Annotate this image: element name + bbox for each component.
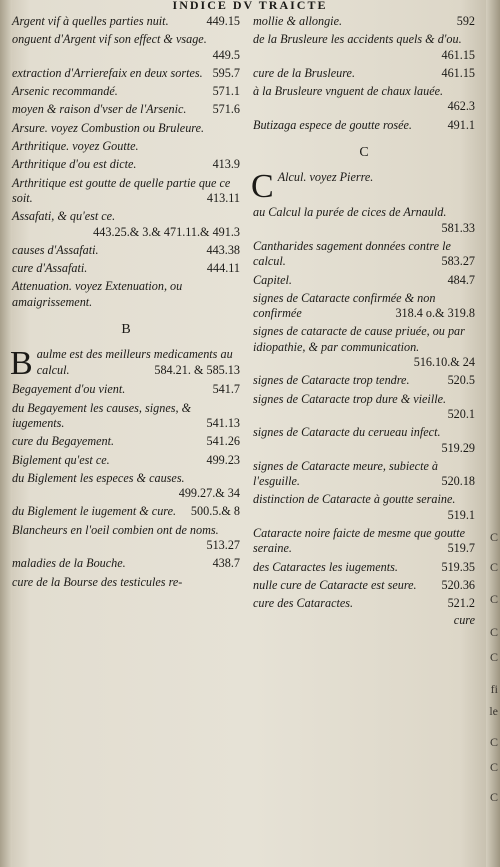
entry-page-ref: 541.13 xyxy=(206,415,240,430)
entry-text: de la Brusleure les accidents quels & d'ou. xyxy=(253,32,462,47)
entry-text: onguent d'Argent vif son effect & vsage. xyxy=(12,32,207,47)
entry-page-ref: 595.7 xyxy=(212,65,240,80)
facing-page-mark: C xyxy=(489,790,498,804)
facing-page-mark: le xyxy=(489,704,498,718)
index-entry xyxy=(253,205,475,236)
entry-text: Capitel. xyxy=(253,272,292,287)
facing-page-mark: C xyxy=(489,760,498,774)
index-entry xyxy=(253,291,475,322)
entry-page-ref: 521.2 xyxy=(447,596,475,611)
entry-text: Arthritique est goutte de quelle partie que ce soit. xyxy=(12,175,231,205)
entry-text: Arthritique. voyez Goutte. xyxy=(12,139,139,154)
entry-page-ref: 444.11 xyxy=(206,261,240,276)
entry-text: Begayement d'ou vient. xyxy=(12,382,126,397)
index-entry xyxy=(12,382,240,397)
index-entry xyxy=(12,157,240,172)
index-entry xyxy=(253,324,475,370)
entry-text: Argent vif à quelles parties nuit. xyxy=(12,14,169,28)
entry-page-ref: 513.27 xyxy=(206,538,240,553)
entry-page-ref: 499.27.& 34 xyxy=(178,486,240,501)
dropcap-entry-b xyxy=(12,347,240,593)
index-entry xyxy=(12,84,240,99)
index-entry xyxy=(253,373,475,388)
index-entry xyxy=(12,523,240,554)
index-entry xyxy=(253,425,475,456)
index-entry xyxy=(253,118,475,133)
entry-page-ref: 491.1 xyxy=(447,117,475,132)
entry-page-ref: 519.35 xyxy=(441,559,475,574)
index-entry xyxy=(12,32,240,63)
index-entry xyxy=(12,575,240,590)
entry-text: signes de Cataracte meure, subiecte à l'esguille. xyxy=(253,458,439,489)
index-entry xyxy=(253,596,475,611)
left-entries-a xyxy=(12,14,240,310)
index-entry xyxy=(253,84,475,115)
index-entry xyxy=(12,401,240,432)
entry-page-ref: 438.7 xyxy=(212,556,240,571)
entry-text: mollie & allongie. xyxy=(253,14,343,28)
entry-page-ref: 581.33 xyxy=(441,220,475,235)
index-entry xyxy=(253,459,475,490)
entry-text: Blancheurs en l'oeil combien ont de noms. xyxy=(12,522,219,537)
entry-text: signes de Cataracte trop dure & vieille. xyxy=(253,391,447,406)
entry-text: du Begayement les causes, signes, & iugements. xyxy=(12,400,192,430)
entry-text: cure de la Brusleure. xyxy=(253,65,355,80)
entry-text: au Calcul la purée de cices de Arnauld. xyxy=(253,205,447,220)
entry-text: Cantharides sagement données contre le calcul. xyxy=(253,238,451,269)
entry-text: cure d'Assafati. xyxy=(12,261,88,276)
index-entry xyxy=(253,32,475,63)
entry-page-ref: 443.38 xyxy=(206,242,240,257)
entry-page-ref: 592 xyxy=(456,14,475,28)
index-entry xyxy=(12,209,240,240)
entry-page-ref: 520.5 xyxy=(447,373,475,388)
index-entry xyxy=(12,471,240,502)
entry-page-ref: 499.23 xyxy=(206,452,240,467)
index-entry xyxy=(12,504,240,519)
entry-text: nulle cure de Cataracte est seure. xyxy=(253,577,417,592)
entry-page-ref: 461.15 xyxy=(441,47,475,62)
entry-text: Cataracte noire faicte de mesme que goutte seraine. xyxy=(253,526,466,556)
entry-page-ref: 519.29 xyxy=(441,440,475,455)
index-entry xyxy=(253,66,475,81)
index-entry xyxy=(12,556,240,571)
entry-text: du Biglement le iugement & cure. xyxy=(12,504,177,519)
entry-text: Attenuation. voyez Extenuation, ou amaigrissement. xyxy=(12,279,183,309)
index-entry xyxy=(253,560,475,575)
entry-text: signes de Cataracte trop tendre. xyxy=(253,373,410,388)
index-entry xyxy=(251,168,475,206)
entry-text: Arsenic recommandé. xyxy=(12,84,118,99)
index-entry xyxy=(253,239,475,270)
page-gutter-shadow xyxy=(0,0,12,867)
entry-text: maladies de la Bouche. xyxy=(12,556,126,571)
entry-page-ref: 519.7 xyxy=(447,541,475,556)
entry-text: extraction d'Arrierefaix en deux sortes. xyxy=(12,65,203,80)
index-entry xyxy=(10,345,240,383)
index-entry xyxy=(253,273,475,288)
index-entry xyxy=(253,392,475,423)
right-column xyxy=(253,14,475,628)
dropcap-c: C xyxy=(251,168,274,206)
facing-page-mark: C xyxy=(489,530,498,544)
entry-page-ref: 461.15 xyxy=(441,65,475,80)
entry-page-ref: 500.5.& 8 xyxy=(190,504,240,519)
facing-page-mark: C xyxy=(489,560,498,574)
entry-page-ref: 462.3 xyxy=(447,99,475,114)
entry-page-ref: 516.10.& 24 xyxy=(413,355,475,370)
entry-text: des Cataractes les iugements. xyxy=(253,559,398,574)
index-entry xyxy=(12,243,240,258)
index-entry xyxy=(253,526,475,557)
dropcap-b: B xyxy=(10,345,33,383)
index-entry xyxy=(12,279,240,310)
entry-page-ref: 571.6 xyxy=(212,102,240,117)
entry-text: signes de Cataracte confirmée & non confirmée xyxy=(253,290,436,321)
left-column xyxy=(12,14,240,593)
entry-text: distinction de Cataracte à goutte seraine. xyxy=(253,492,456,507)
catchword: cure xyxy=(453,612,475,627)
running-header: INDICE DV TRAICTE xyxy=(172,0,328,12)
entry-page-ref: 443.25.& 3.& 471.11.& 491.3 xyxy=(93,224,240,239)
entry-text: causes d'Assafati. xyxy=(12,242,99,257)
index-entry xyxy=(253,14,475,29)
entry-page-ref: 413.9 xyxy=(212,157,240,172)
entry-page-ref: 541.26 xyxy=(206,434,240,449)
facing-page-mark: C xyxy=(489,625,498,639)
entry-page-ref: 484.7 xyxy=(447,272,475,287)
index-entry xyxy=(253,578,475,593)
facing-page-mark: fi xyxy=(490,682,498,696)
entry-text: Arsure. voyez Combustion ou Bruleure. xyxy=(12,120,205,135)
entry-page-ref: 541.7 xyxy=(212,382,240,397)
entry-text: Assafati, & qu'est ce. xyxy=(12,209,116,224)
index-entry xyxy=(12,176,240,207)
entry-text: aulme est des meilleurs medicaments au calcul. xyxy=(36,347,233,377)
entry-text: cure des Cataractes. xyxy=(253,596,354,611)
section-letter-c: C xyxy=(359,145,369,161)
entry-text: à la Brusleure vnguent de chaux lauée. xyxy=(253,84,444,99)
right-entries-a xyxy=(253,14,475,133)
entry-text: cure de la Bourse des testicules re- xyxy=(12,574,183,589)
entry-text: Arthritique d'ou est dicte. xyxy=(12,157,137,172)
section-letter-b: B xyxy=(121,322,131,338)
entry-page-ref: 520.36 xyxy=(441,577,475,592)
entry-page-ref: 571.1 xyxy=(212,84,240,99)
entry-page-ref: 449.5 xyxy=(212,47,240,62)
left-entries-b xyxy=(12,347,240,590)
entry-page-ref: 520.18 xyxy=(441,474,475,489)
facing-page-mark: C xyxy=(489,592,498,606)
entry-page-ref: 519.1 xyxy=(447,507,475,522)
entry-text: Alcul. voyez Pierre. xyxy=(277,170,374,185)
index-entry xyxy=(12,102,240,117)
entry-page-ref: 318.4 o.& 319.8 xyxy=(395,306,475,321)
facing-page-mark: C xyxy=(489,735,498,749)
entry-page-ref: 583.27 xyxy=(441,254,475,269)
index-entry xyxy=(12,434,240,449)
entry-page-ref: 520.1 xyxy=(447,406,475,421)
index-entry xyxy=(253,492,475,523)
index-entry xyxy=(12,121,240,136)
entry-text: signes de Cataracte du cerueau infect. xyxy=(253,425,441,440)
entry-text: du Biglement les especes & causes. xyxy=(12,470,185,485)
index-entry xyxy=(12,261,240,276)
entry-page-ref: 584.21. & 585.13 xyxy=(154,362,240,377)
index-entry xyxy=(12,66,240,81)
entry-text: moyen & raison d'vser de l'Arsenic. xyxy=(12,102,187,117)
entry-page-ref: 449.15 xyxy=(206,14,240,28)
entry-text: signes de cataracte de cause priuée, ou par idiopathie, & par communication. xyxy=(253,324,465,354)
entry-text: cure du Begayement. xyxy=(12,434,115,449)
right-entries-c xyxy=(253,170,475,611)
index-entry xyxy=(12,139,240,154)
entry-page-ref: 413.11 xyxy=(206,190,240,205)
facing-page-mark: C xyxy=(489,650,498,664)
entry-text: Biglement qu'est ce. xyxy=(12,452,110,467)
index-entry xyxy=(12,453,240,468)
entry-text: Butizaga espece de goutte rosée. xyxy=(253,117,412,132)
dropcap-entry-c xyxy=(253,170,475,614)
index-entry xyxy=(12,14,240,29)
